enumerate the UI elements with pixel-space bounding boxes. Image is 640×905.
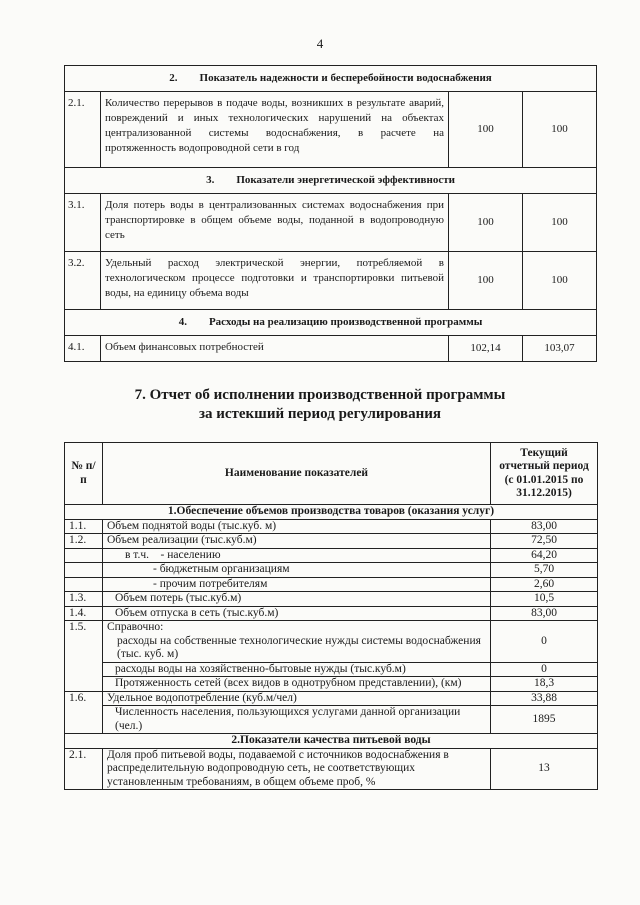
row-value: 83,00	[491, 519, 598, 534]
row-name: Численность населения, пользующихся услугами данной организации (чел.)	[103, 706, 491, 734]
row-name: в т.ч. - населению	[103, 548, 491, 563]
row-value-2: 100	[523, 92, 597, 168]
row-name	[103, 621, 491, 663]
table-row	[65, 606, 598, 621]
row-value: 2,60	[491, 577, 598, 592]
row-value-1: 100	[449, 194, 523, 252]
table-row	[65, 662, 598, 677]
row-number	[65, 563, 103, 578]
report-table	[64, 442, 598, 790]
table-row	[65, 621, 598, 663]
section-header-row	[65, 310, 597, 336]
row-name: - бюджетным организациям	[103, 563, 491, 578]
row-value: 5,70	[491, 563, 598, 578]
row-name: Объем поднятой воды (тыс.куб. м)	[103, 519, 491, 534]
table-row	[65, 336, 597, 362]
header-name: Наименование показателей	[103, 443, 491, 505]
row-number: 2.1.	[65, 748, 103, 790]
row-name: - прочим потребителям	[103, 577, 491, 592]
indicators-table	[64, 65, 597, 362]
reference-label: Справочно:	[107, 621, 164, 633]
table-row	[65, 92, 597, 168]
row-text: Количество перерывов в подаче воды, возникших в результате аварий, повреждений и иных технологических нарушений на объектах централизованной системы водоснабжения, в расчете на протяженность водопроводной сети в год	[101, 92, 449, 168]
row-value: 83,00	[491, 606, 598, 621]
row-number: 1.3.	[65, 592, 103, 607]
table-row	[65, 706, 598, 734]
section-header-row	[65, 505, 598, 520]
row-number	[65, 577, 103, 592]
row-value-1: 102,14	[449, 336, 523, 362]
row-value: 0	[491, 662, 598, 677]
row-text: Удельный расход электрической энергии, потребляемой в технологическом процессе подготовки и транспортировки питьевой воды, на единицу объема воды	[101, 252, 449, 310]
row-number: 3.2.	[65, 252, 101, 310]
row-number: 4.1.	[65, 336, 101, 362]
header-num: № п/п	[65, 443, 103, 505]
header-row	[65, 443, 598, 505]
row-value-1: 100	[449, 252, 523, 310]
row-value: 13	[491, 748, 598, 790]
table-row	[65, 691, 598, 706]
row-name: Объем потерь (тыс.куб.м)	[103, 592, 491, 607]
row-text: Доля потерь воды в централизованных системах водоснабжения при транспортировке в общем объеме воды, поданной в водопроводную сеть	[101, 194, 449, 252]
row-value-2: 100	[523, 194, 597, 252]
section-header-row	[65, 734, 598, 749]
row-value: 64,20	[491, 548, 598, 563]
row-value-2: 100	[523, 252, 597, 310]
header-period: Текущий отчетный период (с 01.01.2015 по 31.12.2015)	[491, 443, 598, 505]
row-number: 2.1.	[65, 92, 101, 168]
row-value: 33,88	[491, 691, 598, 706]
row-name: расходы воды на хозяйственно-бытовые нужды (тыс.куб.м)	[103, 662, 491, 677]
table-row	[65, 677, 598, 692]
row-number: 1.4.	[65, 606, 103, 621]
table-row	[65, 534, 598, 549]
report-heading	[0, 386, 640, 424]
section-header-row	[65, 168, 597, 194]
table-row	[65, 592, 598, 607]
table-row	[65, 563, 598, 578]
report-heading-line-1: 7. Отчет об исполнении производственной программы	[134, 387, 506, 403]
section-2-title: 2. Показатель надежности и бесперебойности водоснабжения	[65, 66, 597, 92]
table-row	[65, 548, 598, 563]
table-row	[65, 519, 598, 534]
table-row	[65, 252, 597, 310]
row-name: Объем отпуска в сеть (тыс.куб.м)	[103, 606, 491, 621]
row-value-1: 100	[449, 92, 523, 168]
row-text: Объем финансовых потребностей	[101, 336, 449, 362]
page-number: 4	[316, 36, 324, 51]
row-number: 3.1.	[65, 194, 101, 252]
tech-needs-label: расходы на собственные технологические нужды системы водоснабжения (тыс. куб. м)	[117, 634, 481, 660]
row-value: 10,5	[491, 592, 598, 607]
row-name: Удельное водопотребление (куб.м/чел)	[103, 691, 491, 706]
report-section-2-title: 2.Показатели качества питьевой воды	[65, 734, 598, 749]
table-row	[65, 194, 597, 252]
row-name: Доля проб питьевой воды, подаваемой с источников водоснабжения в распределительную водопроводную сеть, не соответствующих установленным требованиям, в общем объеме проб, %	[103, 748, 491, 790]
table-row	[65, 748, 598, 790]
row-number	[65, 548, 103, 563]
row-name: Объем реализации (тыс.куб.м)	[103, 534, 491, 549]
row-number: 1.5.	[65, 621, 103, 692]
section-3-title: 3. Показатели энергетической эффективности	[65, 168, 597, 194]
row-value: 0	[491, 621, 598, 663]
row-value: 18,3	[491, 677, 598, 692]
report-heading-line-2: за истекший период регулирования	[198, 406, 442, 422]
table-row	[65, 577, 598, 592]
row-value-2: 103,07	[523, 336, 597, 362]
report-section-1-title: 1.Обеспечение объемов производства товаров (оказания услуг)	[65, 505, 598, 520]
row-number: 1.2.	[65, 534, 103, 549]
row-number: 1.6.	[65, 691, 103, 734]
section-header-row	[65, 66, 597, 92]
row-value: 72,50	[491, 534, 598, 549]
row-name: Протяженность сетей (всех видов в однотрубном представлении), (км)	[103, 677, 491, 692]
row-number: 1.1.	[65, 519, 103, 534]
row-value: 1895	[491, 706, 598, 734]
section-4-title: 4. Расходы на реализацию производственной программы	[65, 310, 597, 336]
